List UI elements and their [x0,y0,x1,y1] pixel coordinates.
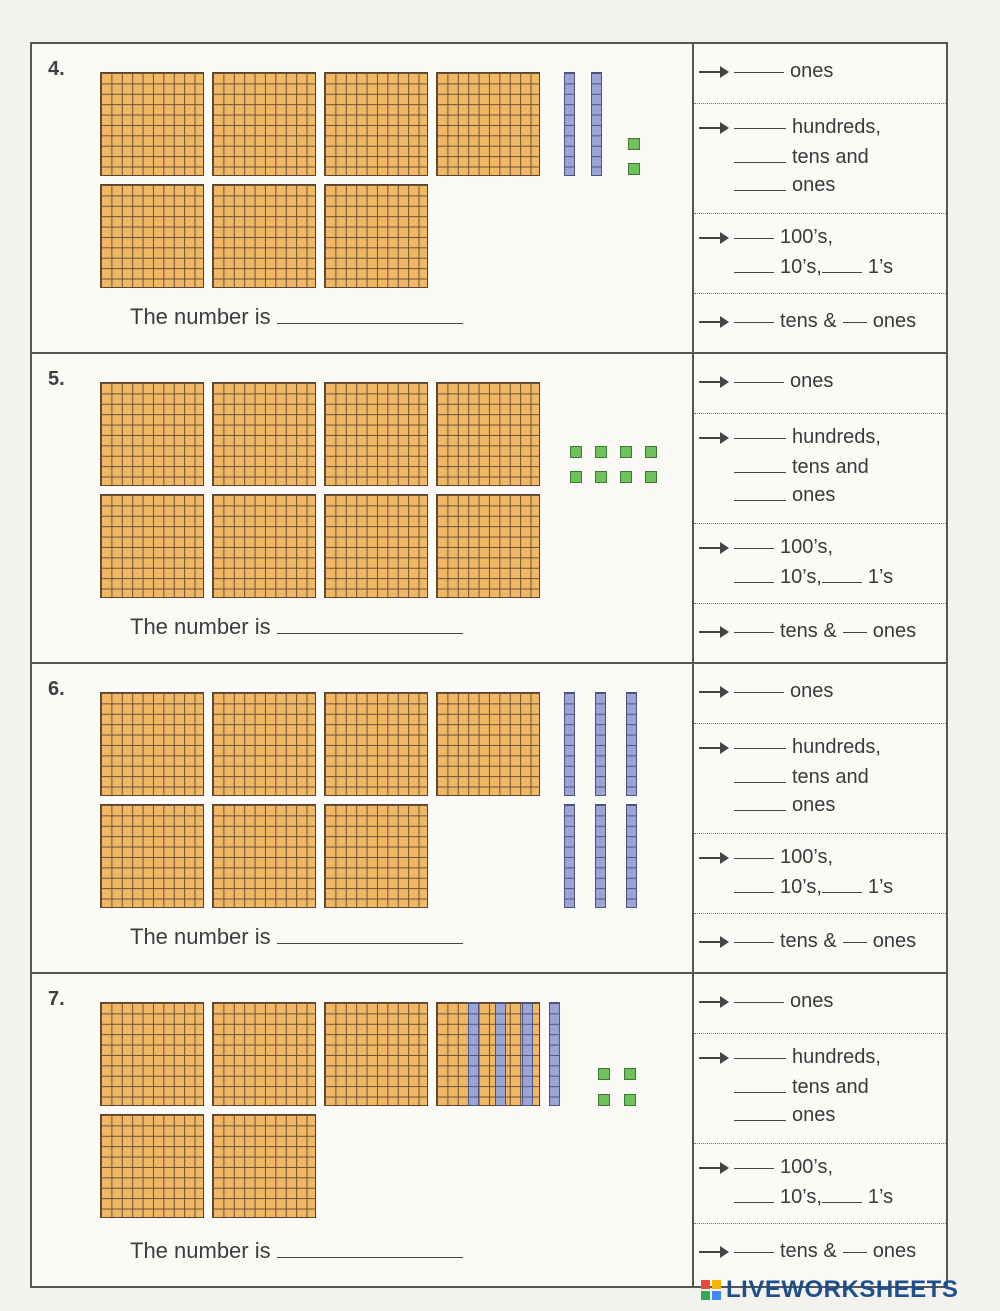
ones-blank[interactable] [734,71,784,73]
answer-section-2 [694,724,946,834]
answer-section-1 [694,664,946,724]
tens-10s-label: 10’s, [780,876,822,898]
one-cube [595,471,607,483]
ones-tail-label: ones [872,930,917,952]
ones-1s-label: 1’s [867,566,894,588]
ones-label-2: ones [792,794,836,816]
hundred-block [436,72,540,176]
ten-rod [564,804,575,908]
one-cube [595,446,607,458]
one-cube [645,471,657,483]
ones-tail-label: ones [872,310,917,332]
ones-tail-blank[interactable] [843,321,867,323]
hundreds-label: hundreds, [792,736,881,758]
ones-label-2: ones [792,174,836,196]
hundred-block [100,494,204,598]
one-cube [628,163,640,175]
number-label: The number is [130,1238,271,1263]
hundreds-100s-blank[interactable] [734,547,774,549]
one-cube [628,138,640,150]
ones-label-2: ones [792,1104,836,1126]
tens-amp-label: tens & [780,310,837,332]
ten-rod [626,804,637,908]
ten-rod [495,1002,506,1106]
tens-10s-label: 10’s, [780,1186,822,1208]
number-label: The number is [130,924,271,949]
ten-rod [468,1002,479,1106]
problem-5 [30,352,948,664]
answer-section-3 [694,524,946,604]
ones-label: ones [790,680,834,702]
liveworksheets-logo-icon [700,1279,722,1301]
watermark [700,1276,958,1304]
tens-amp-label: tens & [780,620,837,642]
tens-amp-label: tens & [780,930,837,952]
problem-7 [30,972,948,1288]
tens-amp-blank[interactable] [734,321,774,323]
hundreds-label: hundreds, [792,1046,881,1068]
answer-section-1 [694,44,946,104]
answer-section-3 [694,214,946,294]
number-label: The number is [130,614,271,639]
one-cube [624,1068,636,1080]
hundred-block [212,494,316,598]
hundred-block [212,1002,316,1106]
hundreds-label: hundreds, [792,426,881,448]
ten-rod [591,72,602,176]
hundreds-blank[interactable] [734,127,786,129]
hundred-block [324,692,428,796]
answer-section-2 [694,104,946,214]
answers-panel [692,974,946,1286]
ones-blank[interactable] [734,1001,784,1003]
right-arrow-icon [698,850,730,866]
ten-rod [595,692,606,796]
ones-1s-label: 1’s [867,256,894,278]
ones-blank[interactable] [734,691,784,693]
answer-section-4 [694,604,946,662]
tens-10s-blank[interactable] [734,271,774,273]
hundreds-100s-label: 100’s, [780,1156,834,1178]
problem-number: 7. [48,988,65,1010]
ones-1s-blank[interactable] [822,581,862,583]
number-prompt [130,924,463,950]
right-arrow-icon [698,374,730,390]
watermark-text: LIVEWORKSHEETS [726,1276,959,1303]
one-cube [570,471,582,483]
number-prompt [130,304,463,330]
ten-rod [564,692,575,796]
right-arrow-icon [698,684,730,700]
problem-number: 4. [48,58,65,80]
tens-amp-blank[interactable] [734,1251,774,1253]
right-arrow-icon [698,1244,730,1260]
hundreds-100s-label: 100’s, [780,536,834,558]
hundred-block [324,1002,428,1106]
tens-10s-blank[interactable] [734,1201,774,1203]
hundred-block [436,692,540,796]
ones-blank-2[interactable] [734,809,786,811]
number-answer-blank[interactable] [277,632,463,634]
blocks-panel [32,44,692,352]
problem-number: 6. [48,678,65,700]
ones-label-2: ones [792,484,836,506]
hundred-block [100,1002,204,1106]
answers-panel [692,664,946,972]
blocks-panel [32,354,692,662]
ones-tail-blank[interactable] [843,941,867,943]
tens-10s-blank[interactable] [734,581,774,583]
right-arrow-icon [698,624,730,640]
tens-and-label: tens and [792,766,869,788]
right-arrow-icon [698,1050,730,1066]
right-arrow-icon [698,994,730,1010]
right-arrow-icon [698,934,730,950]
one-cube [645,446,657,458]
right-arrow-icon [698,120,730,136]
tens-and-label: tens and [792,146,869,168]
answer-section-4 [694,914,946,972]
answers-panel [692,354,946,662]
hundred-block [212,184,316,288]
ones-blank-2[interactable] [734,189,786,191]
blocks-panel [32,974,692,1286]
tens-amp-label: tens & [780,1240,837,1262]
number-answer-blank[interactable] [277,942,463,944]
one-cube [624,1094,636,1106]
hundred-block [100,382,204,486]
tens-blank[interactable] [734,781,786,783]
one-cube [570,446,582,458]
hundred-block [212,804,316,908]
answer-section-3 [694,1144,946,1224]
hundred-block [436,382,540,486]
ones-1s-blank[interactable] [822,891,862,893]
hundred-block [100,692,204,796]
tens-blank[interactable] [734,161,786,163]
hundred-block [212,382,316,486]
one-cube [598,1094,610,1106]
ones-1s-blank[interactable] [822,1201,862,1203]
hundred-block [436,494,540,598]
hundred-block [100,1114,204,1218]
right-arrow-icon [698,64,730,80]
ones-tail-label: ones [872,1240,917,1262]
tens-and-label: tens and [792,1076,869,1098]
ones-1s-blank[interactable] [822,271,862,273]
hundred-block [324,382,428,486]
right-arrow-icon [698,540,730,556]
ones-blank[interactable] [734,381,784,383]
hundreds-blank[interactable] [734,1057,786,1059]
number-label: The number is [130,304,271,329]
ones-blank-2[interactable] [734,1119,786,1121]
ones-label: ones [790,370,834,392]
number-prompt [130,1238,463,1264]
ten-rod [595,804,606,908]
hundred-block [324,72,428,176]
ones-label: ones [790,990,834,1012]
right-arrow-icon [698,1160,730,1176]
answer-section-1 [694,974,946,1034]
ones-label: ones [790,60,834,82]
tens-and-label: tens and [792,456,869,478]
ten-rod [549,1002,560,1106]
right-arrow-icon [698,430,730,446]
hundred-block [100,72,204,176]
hundred-block [324,804,428,908]
hundred-block [212,72,316,176]
number-prompt [130,614,463,640]
tens-blank[interactable] [734,471,786,473]
ones-tail-blank[interactable] [843,631,867,633]
right-arrow-icon [698,230,730,246]
ones-1s-label: 1’s [867,1186,894,1208]
hundreds-blank[interactable] [734,747,786,749]
ones-tail-label: ones [872,620,917,642]
answer-section-2 [694,414,946,524]
one-cube [598,1068,610,1080]
ten-rod [626,692,637,796]
answers-panel [692,44,946,352]
answer-section-1 [694,354,946,414]
ones-blank-2[interactable] [734,499,786,501]
one-cube [620,446,632,458]
hundreds-blank[interactable] [734,437,786,439]
one-cube [620,471,632,483]
hundreds-100s-label: 100’s, [780,846,834,868]
answer-section-4 [694,294,946,352]
tens-10s-label: 10’s, [780,566,822,588]
ones-tail-blank[interactable] [843,1251,867,1253]
hundred-block [100,184,204,288]
problem-number: 5. [48,368,65,390]
hundreds-100s-label: 100’s, [780,226,834,248]
tens-10s-label: 10’s, [780,256,822,278]
number-answer-blank[interactable] [277,322,463,324]
tens-amp-blank[interactable] [734,941,774,943]
hundreds-100s-blank[interactable] [734,1167,774,1169]
tens-amp-blank[interactable] [734,631,774,633]
answer-section-3 [694,834,946,914]
problem-4 [30,42,948,354]
right-arrow-icon [698,314,730,330]
hundreds-100s-blank[interactable] [734,857,774,859]
blocks-panel [32,664,692,972]
ten-rod [564,72,575,176]
tens-blank[interactable] [734,1091,786,1093]
number-answer-blank[interactable] [277,1256,463,1258]
hundreds-label: hundreds, [792,116,881,138]
ten-rod [522,1002,533,1106]
hundred-block [324,494,428,598]
hundred-block [212,1114,316,1218]
right-arrow-icon [698,740,730,756]
hundred-block [212,692,316,796]
problem-6 [30,662,948,974]
answer-section-2 [694,1034,946,1144]
hundred-block [324,184,428,288]
hundred-block [100,804,204,908]
tens-10s-blank[interactable] [734,891,774,893]
ones-1s-label: 1’s [867,876,894,898]
hundreds-100s-blank[interactable] [734,237,774,239]
